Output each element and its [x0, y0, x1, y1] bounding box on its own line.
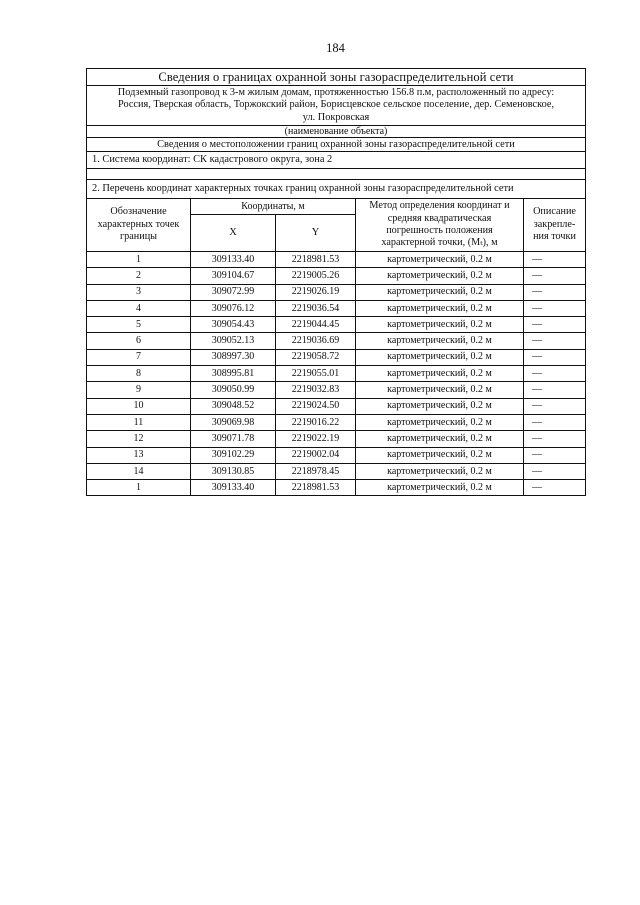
y-coordinate-cell: 2219022.19	[276, 431, 356, 447]
method-cell: картометрический, 0.2 м	[356, 414, 524, 430]
y-coordinate-cell: 2219005.26	[276, 268, 356, 284]
fixing-description-cell: —	[524, 463, 586, 479]
table-header-section	[87, 69, 586, 252]
point-id-cell: 6	[87, 333, 191, 349]
point-id-cell: 4	[87, 300, 191, 316]
fixing-description-cell: —	[524, 447, 586, 463]
object-name-caption: (наименование объекта)	[87, 126, 586, 138]
y-coordinate-cell: 2219036.69	[276, 333, 356, 349]
coordinate-system-row	[87, 152, 586, 169]
points-list-heading: 2. Перечень координат характерных точках границ охранной зоны газораспределительной сети	[87, 180, 586, 199]
point-id-cell: 9	[87, 382, 191, 398]
x-coordinate-cell: 309133.40	[191, 480, 276, 496]
coordinate-row	[87, 252, 586, 268]
point-id-cell: 13	[87, 447, 191, 463]
coordinate-row	[87, 366, 586, 382]
fixing-description-cell: —	[524, 300, 586, 316]
fixing-description-cell: —	[524, 268, 586, 284]
coordinate-row	[87, 447, 586, 463]
fixing-description-cell: —	[524, 252, 586, 268]
x-coordinate-cell: 309133.40	[191, 252, 276, 268]
point-id-cell: 12	[87, 431, 191, 447]
protection-zone-table	[86, 68, 586, 496]
page-number: 184	[326, 41, 345, 55]
x-coordinate-cell: 308995.81	[191, 366, 276, 382]
method-cell: картометрический, 0.2 м	[356, 333, 524, 349]
coordinate-row	[87, 284, 586, 300]
blank-cell	[87, 169, 586, 180]
x-coordinate-cell: 309072.99	[191, 284, 276, 300]
point-id-cell: 11	[87, 414, 191, 430]
x-coordinate-cell: 309052.13	[191, 333, 276, 349]
x-coordinate-cell: 309130.85	[191, 463, 276, 479]
coordinate-row	[87, 382, 586, 398]
point-id-cell: 3	[87, 284, 191, 300]
method-cell: картометрический, 0.2 м	[356, 268, 524, 284]
y-coordinate-cell: 2219044.45	[276, 317, 356, 333]
x-coordinate-cell: 309104.67	[191, 268, 276, 284]
point-id-cell: 10	[87, 398, 191, 414]
x-coordinate-cell: 308997.30	[191, 349, 276, 365]
coordinate-row	[87, 431, 586, 447]
column-header-point: Обозначение характерных точек границы	[87, 199, 191, 252]
description-row	[87, 86, 586, 126]
point-id-cell: 1	[87, 252, 191, 268]
point-id-cell: 2	[87, 268, 191, 284]
y-coordinate-cell: 2219016.22	[276, 414, 356, 430]
y-coordinate-cell: 2218978.45	[276, 463, 356, 479]
coordinate-row	[87, 268, 586, 284]
fixing-description-cell: —	[524, 333, 586, 349]
method-cell: картометрический, 0.2 м	[356, 366, 524, 382]
point-id-cell: 8	[87, 366, 191, 382]
coordinate-row	[87, 349, 586, 365]
object-description: Подземный газопровод к 3-м жилым домам, протяженностью 156.8 п.м, расположенный по адресу: Россия, Тверская область, Торжокский район, Борисцевское сельское поселение, дер. Семеновское, ул. Покровская	[87, 86, 586, 126]
method-cell: картометрический, 0.2 м	[356, 317, 524, 333]
method-cell: картометрический, 0.2 м	[356, 447, 524, 463]
fixing-description-cell: —	[524, 398, 586, 414]
blank-row	[87, 169, 586, 180]
coordinate-row	[87, 480, 586, 496]
coordinate-row	[87, 333, 586, 349]
fixing-description-cell: —	[524, 431, 586, 447]
point-id-cell: 7	[87, 349, 191, 365]
coordinates-table-body	[87, 252, 586, 496]
column-header-method: Метод определения координат и средняя квадратическая погрешность положения характерной точки, (Mₜ), м	[356, 199, 524, 252]
coordinate-system-line: 1. Система координат: СК кадастрового округа, зона 2	[87, 152, 586, 169]
method-cell: картометрический, 0.2 м	[356, 252, 524, 268]
y-coordinate-cell: 2218981.53	[276, 252, 356, 268]
column-header-row	[87, 199, 586, 215]
method-cell: картометрический, 0.2 м	[356, 349, 524, 365]
table-title: Сведения о границах охранной зоны газораспределительной сети	[87, 69, 586, 86]
x-coordinate-cell: 309076.12	[191, 300, 276, 316]
y-coordinate-cell: 2219036.54	[276, 300, 356, 316]
y-coordinate-cell: 2218981.53	[276, 480, 356, 496]
column-header-y: Y	[276, 215, 356, 252]
fixing-description-cell: —	[524, 414, 586, 430]
column-header-coordinates: Координаты, м	[191, 199, 356, 215]
fixing-description-cell: —	[524, 317, 586, 333]
method-cell: картометрический, 0.2 м	[356, 463, 524, 479]
column-header-x: X	[191, 215, 276, 252]
method-cell: картометрический, 0.2 м	[356, 431, 524, 447]
coordinate-row	[87, 300, 586, 316]
x-coordinate-cell: 309071.78	[191, 431, 276, 447]
coordinate-row	[87, 317, 586, 333]
caption-row	[87, 126, 586, 138]
location-row	[87, 138, 586, 152]
coordinate-row	[87, 463, 586, 479]
fixing-description-cell: —	[524, 349, 586, 365]
method-cell: картометрический, 0.2 м	[356, 398, 524, 414]
x-coordinate-cell: 309102.29	[191, 447, 276, 463]
y-coordinate-cell: 2219002.04	[276, 447, 356, 463]
fixing-description-cell: —	[524, 284, 586, 300]
title-row	[87, 69, 586, 86]
x-coordinate-cell: 309050.99	[191, 382, 276, 398]
y-coordinate-cell: 2219024.50	[276, 398, 356, 414]
point-id-cell: 14	[87, 463, 191, 479]
x-coordinate-cell: 309054.43	[191, 317, 276, 333]
y-coordinate-cell: 2219055.01	[276, 366, 356, 382]
point-id-cell: 5	[87, 317, 191, 333]
y-coordinate-cell: 2219058.72	[276, 349, 356, 365]
method-cell: картометрический, 0.2 м	[356, 300, 524, 316]
fixing-description-cell: —	[524, 480, 586, 496]
point-id-cell: 1	[87, 480, 191, 496]
x-coordinate-cell: 309048.52	[191, 398, 276, 414]
y-coordinate-cell: 2219032.83	[276, 382, 356, 398]
column-header-fixing: Описание закрепле- ния точки	[524, 199, 586, 252]
y-coordinate-cell: 2219026.19	[276, 284, 356, 300]
method-cell: картометрический, 0.2 м	[356, 284, 524, 300]
location-heading: Сведения о местоположении границ охранной зоны газораспределительной сети	[87, 138, 586, 152]
coordinate-row	[87, 398, 586, 414]
x-coordinate-cell: 309069.98	[191, 414, 276, 430]
method-cell: картометрический, 0.2 м	[356, 382, 524, 398]
fixing-description-cell: —	[524, 382, 586, 398]
points-heading-row	[87, 180, 586, 199]
fixing-description-cell: —	[524, 366, 586, 382]
coordinate-row	[87, 414, 586, 430]
method-cell: картометрический, 0.2 м	[356, 480, 524, 496]
